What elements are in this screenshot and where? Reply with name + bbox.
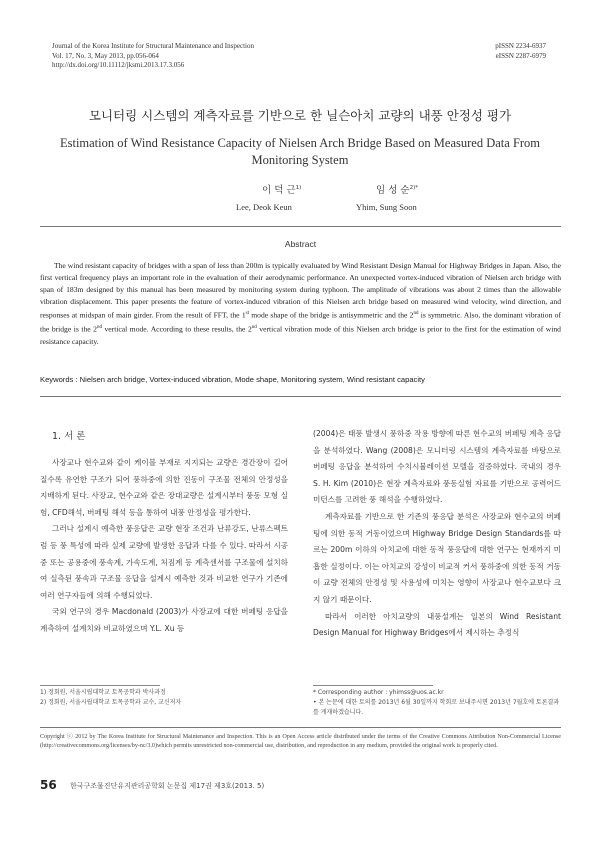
title-english: Estimation of Wind Resistance Capacity of Nielsen Arch Bridge Based on Measured Data From Monitoring System xyxy=(59,136,541,167)
footnote-discussion: • 본 논문에 대한 토의를 2013년 6월 30일까지 학회로 보내주시면 2013년 7월호에 토론결과를 게재하겠습니다. xyxy=(313,699,560,716)
abstract-body xyxy=(40,260,561,348)
author-2-english: Yhim, Sung Soon xyxy=(356,202,417,212)
footnote-rule-right xyxy=(313,685,433,686)
abstract-heading: Abstract xyxy=(284,239,317,249)
section-title: 1. 서 론 xyxy=(52,431,86,442)
author-1-korean xyxy=(262,182,301,196)
abstract-sup-1: st xyxy=(245,311,249,317)
abstract-text-5: vertical vibration mode of this Nielsen arch bridge is prior to the first for the estimation of wind resistance capacity. xyxy=(40,324,561,346)
paragraph: 사장교나 현수교와 같이 케이블 부재로 지지되는 교량은 경간장이 길어질수록 유연한 구조가 되어 풍하중에 의한 진동이 구조물 전체의 안정성을 지배하게 된다. 사장교, 현수교와 같은 장대교량은 설계시부터 풍동 모형 실험, CFD해석, 버페팅 해석 등을 통하여 내풍 안정성을 평가한다. xyxy=(40,458,288,517)
eissn: eISSN 2287-6979 xyxy=(495,51,546,60)
author-1-affil: 1) xyxy=(295,184,302,191)
copyright-rule xyxy=(40,727,561,728)
author-1-name-ko: 이 덕 근 xyxy=(262,185,296,196)
paragraph: 계측자료를 기반으로 한 기존의 풍응답 분석은 사장교와 현수교의 버페팅에 의한 동적 거동이었으며 Highway Bridge Design Standards를 따르는 200m 이하의 아치교에 대한 동적 풍응답에 대한 연구는 현재까지 미흡한 실정이다. 이는 아치교의 강성이 비교적 커서 풍하중에 의한 동적 거동이 교량 전체의 안정성 및 사용성에 미치는 영향이 사장교나 현수교보다 크지 않기 때문이다. xyxy=(313,511,561,604)
abstract-text-3: is symmetric. Also, the dominant vibration of the bridge is the 2 xyxy=(40,310,561,334)
footnotes-right xyxy=(313,688,563,718)
abstract-bottom-rule xyxy=(40,396,561,397)
abstract-text-1: The wind resistant capacity of bridges with a span of less than 200m is typically evaluated by Wind Resistant Design Manual for Highway Bridges in Japan. Also, the first vertical frequency plays an important role in the evaluation of their aerodynamic performance. An unexpected vortex-induced vibration of Nielsen arch bridge with span of 183m designed by this manual has been measured by monitoring system during typhoon. The amplitude of vibrations was about 2 times than the allowable vibration displacement. This paper presents the feature of vortex-induced vibration of this Nielsen arch bridge based on measured wind velocity, wind direction, and responses at midspan of main girder. From the result of FFT, the 1 xyxy=(40,261,561,320)
footnote-corresponding: * Corresponding author : yhimss@uos.ac.kr xyxy=(313,689,444,696)
doi-link[interactable]: http://dx.doi.org/10.11112/jksmi.2013.17.3.056 xyxy=(52,61,185,69)
paragraph: (2004)은 태풍 발생시 풍하중 작용 방향에 따른 현수교의 버페팅 계측 응답을 분석하였다. Wang (2008)은 모니터링 시스템의 계측자료를 바탕으로 버페팅 응답을 분석하여 수치시뮬레이션 모델을 검증하였다. 국내의 경우 S. H. Kim (2010)은 현장 계측자료와 풍동실험 자료를 기반으로 공력어드미턴스를 고려한 풍 해석을 수행하였다. xyxy=(313,429,561,505)
paragraph: 국외 연구의 경우 Macdonald (2003)가 사장교에 대한 버페팅 응답을 계측하여 설계치와 비교하였으며 Y.L. Xu 등 xyxy=(40,607,288,633)
abstract-sup-2: nd xyxy=(413,311,419,317)
author-2-name-ko: 임 성 순 xyxy=(376,185,410,196)
issn-block xyxy=(495,42,546,61)
abstract-sup-4: nd xyxy=(251,325,257,330)
right-column xyxy=(313,426,561,642)
paragraph: 그러나 설계시 예측한 풍응답은 교량 현장 조건과 난류강도, 난류스펙트럼 등 풍 특성에 따라 실제 교량에 발생한 응답과 다를 수 있다. 따라서 시공중 또는 공용중에 풍속계, 가속도계, 처짐계 등 계측센서를 구조물에 설치하여 실측된 풍속과 구조물 응답을 설계시 예측한 것과 비교한 연구가 기존에 여러 연구자들에 의해 수행되었다. xyxy=(40,524,288,600)
author-1-english: Lee, Deok Keun xyxy=(236,202,292,212)
keywords: Keywords : Nielsen arch bridge, Vortex-induced vibration, Mode shape, Monitoring system, Wind resistant capacity xyxy=(40,375,425,384)
footnote: 2) 정회원, 서울시립대학교 토목공학과 교수, 교신저자 xyxy=(40,699,182,706)
author-2-korean xyxy=(376,182,418,196)
author-2-affil: 2)* xyxy=(409,184,418,191)
copyright-notice: Copyright ⓒ 2012 by The Korea Institute for Structural Maintenance and Inspection. This is an Open Access article distributed under the terms of the Creative Commons Attribution Non-Commercial License (http://creativecommons.org/licenses/by-nc/3.0)which permits unrestricted non-commercial use, distribution, and reproduction in any medium, provided the original work is properly cited. xyxy=(40,734,561,750)
footer-journal: 한국구조물진단유지관리공학회 논문집 제17권 제3호(2013. 5) xyxy=(70,782,265,790)
abstract-text-2: mode shape of the bridge is antisymmetric and the 2 xyxy=(248,310,414,320)
left-column xyxy=(40,455,288,638)
paragraph: 따라서 이러한 아치교량의 내풍설계는 일본의 Wind Resistant Design Manual for Highway Bridges에서 제시하는 추정식 xyxy=(313,611,561,638)
journal-name: Journal of the Korea Institute for Structural Maintenance and Inspection xyxy=(52,42,254,50)
abstract-text-4: vertical mode. According to these results, the 2 xyxy=(101,324,252,334)
title-korean: 모니터링 시스템의 계측자료를 기반으로 한 닐슨아치 교량의 내풍 안정성 평가 xyxy=(88,108,512,123)
page-number: 56 xyxy=(40,778,57,792)
footnotes-left xyxy=(40,688,290,708)
journal-volume: Vol. 17, No. 3, May 2013, pp.056-064 xyxy=(52,51,159,60)
abstract-sup-3: nd xyxy=(96,325,102,330)
footnote: 1) 정회원, 서울시립대학교 토목공학과 박사과정 xyxy=(40,689,166,696)
abstract-top-rule xyxy=(40,226,561,227)
footnote-rule-left xyxy=(40,685,160,686)
pissn: pISSN 2234-6937 xyxy=(495,42,546,50)
journal-header xyxy=(52,42,382,71)
